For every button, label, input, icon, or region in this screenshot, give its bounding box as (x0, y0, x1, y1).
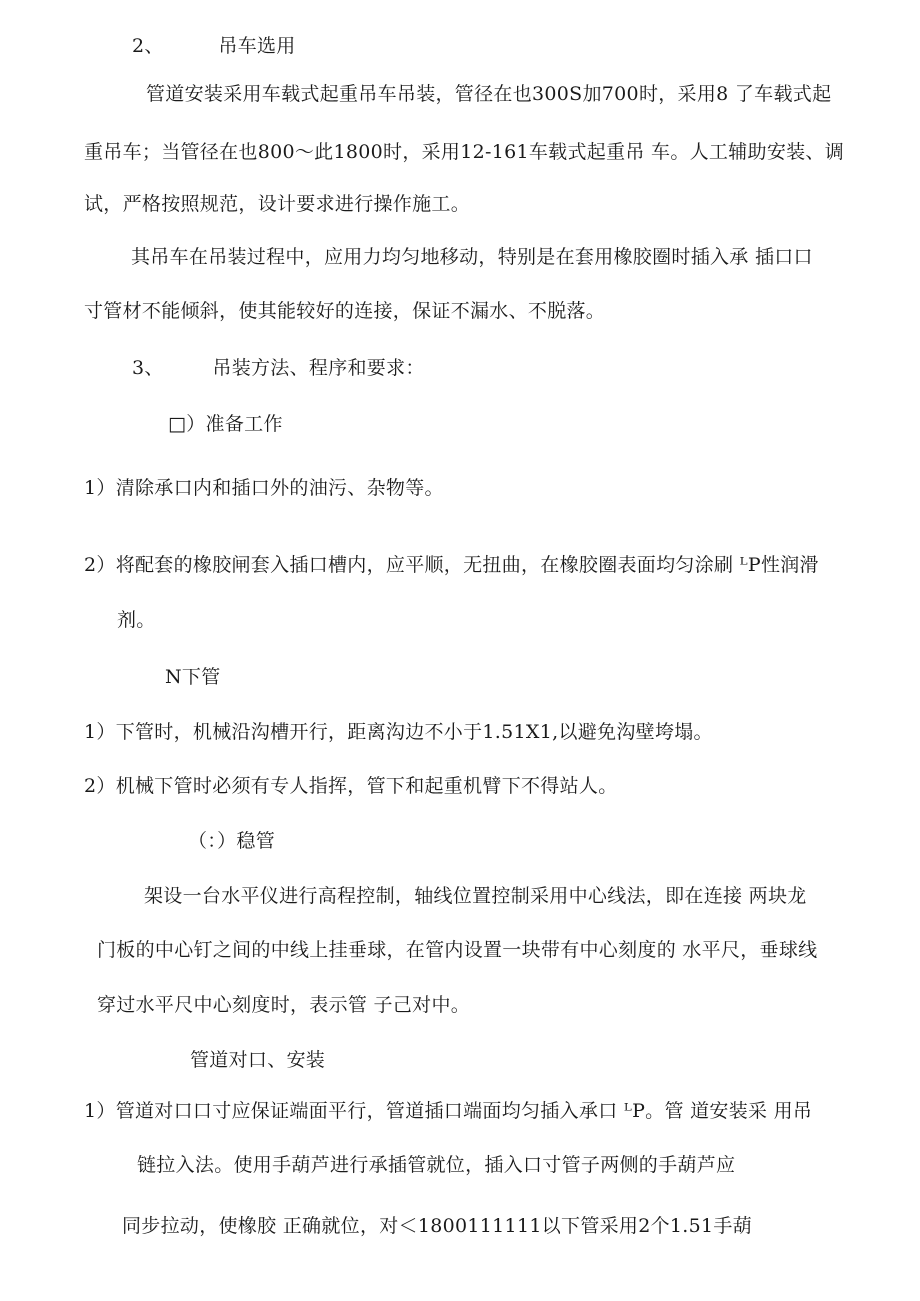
paragraph-line: 穿过水平尺中心刻度时，表示管 子己对中。 (97, 994, 471, 1016)
subheading-alignment: 管道对口、安装 (190, 1049, 326, 1071)
paragraph-line: 试，严格按照规范，设计要求进行操作施工。 (84, 193, 471, 215)
section-number: 2、 (132, 35, 164, 57)
paragraph-line: 管道安装采用车载式起重吊车吊装，管径在也300S加700时，采用8 了车载式起 (146, 83, 832, 105)
list-item-continuation: 链拉入法。使用手葫芦进行承插管就位，插入口寸管子两侧的手葫芦应 (137, 1154, 736, 1176)
paragraph-line: 门板的中心钉之间的中线上挂垂球，在管内设置一块带有中心刻度的 水平尺，垂球线 (97, 939, 818, 961)
list-item: 1）下管时，机械沿沟槽开行，距离沟边不小于1.51X1,以避免沟壁垮塌。 (84, 721, 713, 743)
section-title: 吊车选用 (218, 35, 296, 57)
section-number: 3、 (132, 357, 164, 379)
section-2-heading (132, 32, 296, 60)
subheading-lowering: N下管 (165, 666, 221, 688)
list-item: 2）机械下管时必须有专人指挥，管下和起重机臂下不得站人。 (84, 775, 618, 797)
list-item: 1）管道对口口寸应保证端面平行，管道插口端面均匀插入承口 ᴸP。管 道安装采 用吊 (84, 1100, 813, 1122)
subheading-stabilize: （：）稳管 (188, 830, 276, 852)
list-item-continuation: 剂。 (117, 609, 156, 631)
paragraph-line: 寸管材不能倾斜，使其能较好的连接，保证不漏水、不脱落。 (84, 300, 606, 322)
section-title: 吊装方法、程序和要求： (212, 357, 425, 379)
paragraph-line: 其吊车在吊装过程中，应用力均匀地移动，特别是在套用橡胶圈时插入承 插口口 (131, 246, 813, 268)
paragraph-line: 重吊车；当管径在也800～此1800时，采用12-161车载式起重吊 车。人工辅助安装、调 (84, 141, 845, 163)
list-item: 1）清除承口内和插口外的油污、杂物等。 (84, 477, 444, 499)
subheading-preparation: □）准备工作 (168, 413, 283, 435)
list-item-continuation: 同步拉动，使橡胶 正确就位，对＜1800111111以下管采用2个1.51手葫 (122, 1215, 753, 1237)
list-item: 2）将配套的橡胶闸套入插口槽内，应平顺，无扭曲，在橡胶圈表面均匀涂刷 ᴸP性润滑 (84, 554, 819, 576)
paragraph-line: 架设一台水平仪进行高程控制，轴线位置控制采用中心线法，即在连接 两块龙 (144, 885, 807, 907)
section-3-heading (132, 354, 425, 382)
